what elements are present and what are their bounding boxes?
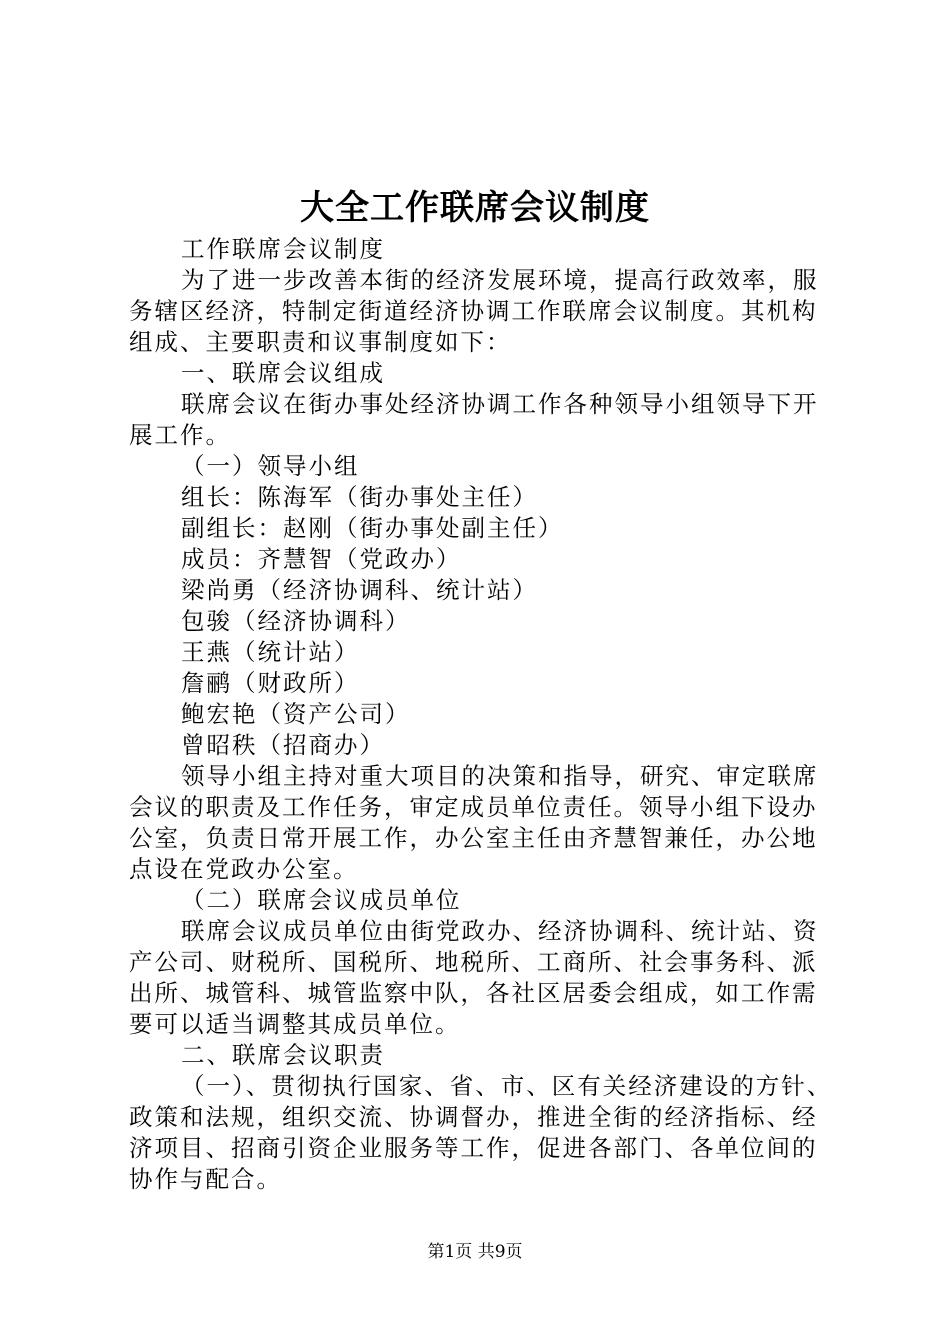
member-line: 包骏（经济协调科） xyxy=(181,607,411,635)
paragraph-subtitle: 工作联席会议制度 xyxy=(181,235,385,263)
member-line: 詹鹂（财政所） xyxy=(181,669,360,697)
member-line: 成员：齐慧智（党政办） xyxy=(181,545,462,573)
subsection-heading-leadership: （一）领导小组 xyxy=(181,452,360,480)
paragraph-duty-1: （一）、贯彻执行国家、省、市、区有关经济建设的方针、政策和法规，组织交流、协调督办，推进全街的经济指标、经济项目、招商引资企业服务等工作，促进各部门、各单位间的协作与配合。 xyxy=(129,1072,833,1193)
member-line: 鲍宏艳（资产公司） xyxy=(181,700,411,728)
member-line: 曾昭秩（招商办） xyxy=(181,731,385,759)
member-line: 王燕（统计站） xyxy=(181,638,360,666)
document-title: 大全工作联席会议制度 xyxy=(300,188,650,228)
member-line: 梁尚勇（经济协调科、统计站） xyxy=(181,576,538,604)
paragraph-intro: 为了进一步改善本街的经济发展环境，提高行政效率，服务辖区经济，特制定街道经济协调工作联席会议制度。其机构组成、主要职责和议事制度如下： xyxy=(129,266,819,356)
document-body xyxy=(129,234,841,1195)
subsection-heading-members: （二）联席会议成员单位 xyxy=(181,886,462,914)
page-footer: 第1页 共9页 xyxy=(427,1242,523,1262)
paragraph-section-1: 联席会议在街办事处经济协调工作各种领导小组领导下开展工作。 xyxy=(129,390,819,449)
paragraph-leadership-duties: 领导小组主持对重大项目的决策和指导，研究、审定联席会议的职责及工作任务，审定成员单位责任。领导小组下设办公室，负责日常开展工作，办公室主任由齐慧智兼任，办公地点设在党政办公室。 xyxy=(129,762,819,883)
member-line: 副组长：赵刚（街办事处副主任） xyxy=(181,514,564,542)
member-line: 组长：陈海军（街办事处主任） xyxy=(181,483,538,511)
section-heading-1: 一、联席会议组成 xyxy=(181,359,385,387)
paragraph-member-units: 联席会议成员单位由街党政办、经济协调科、统计站、资产公司、财税所、国税所、地税所、工商所、社会事务科、派出所、城管科、城管监察中队，各社区居委会组成，如工作需要可以适当调整其成员单位。 xyxy=(129,917,819,1038)
section-heading-2: 二、联席会议职责 xyxy=(181,1041,385,1069)
